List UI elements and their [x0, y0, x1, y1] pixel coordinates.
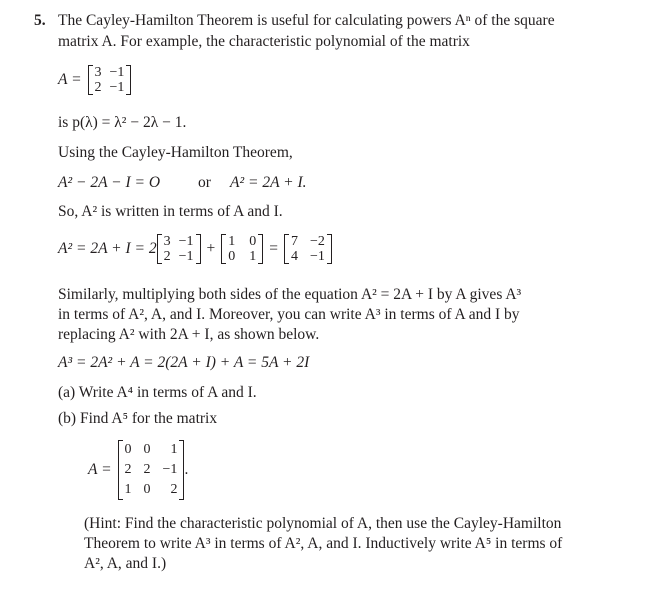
matrix-cell: 2 [163, 249, 171, 264]
matrix-cell: −1 [178, 249, 194, 264]
matrix-cell: 4 [291, 249, 298, 264]
equals-sign: = [269, 240, 278, 258]
matrix-cell: 3 [163, 234, 171, 249]
matrix-cell: 1 [228, 234, 236, 249]
matrix-a2-factor [157, 234, 201, 264]
ch-equation-2: A² = 2A + I. [230, 174, 307, 191]
problem-number: 5. [34, 12, 46, 29]
plus-sign: + [206, 240, 216, 258]
ch-or: or [198, 174, 211, 191]
matrix-a-equation [58, 60, 131, 100]
matrix-b-cell: 2 [170, 482, 178, 497]
similarly-line-3: replacing A² with 2A + I, as shown below. [58, 326, 320, 343]
matrix-a-cell: −1 [109, 65, 125, 80]
matrix-b-cell: 1 [170, 442, 178, 457]
matrix-cell: 7 [291, 234, 298, 249]
matrix-b-cell: 0 [143, 482, 151, 497]
hint-line-2: Theorem to write A³ in terms of A², A, and I. Inductively write A⁵ in terms of [84, 535, 563, 552]
matrix-a2-result [284, 234, 332, 264]
matrix-b-cell: 0 [124, 442, 132, 457]
matrix-b-label: A = [88, 461, 112, 479]
identity-matrix [221, 234, 263, 264]
matrix-cell: −2 [310, 234, 325, 249]
matrix-cell: −1 [310, 249, 325, 264]
ch-equation-1: A² − 2A − I = O [58, 174, 161, 191]
matrix-b-equation [88, 437, 188, 503]
similarly-line-1: Similarly, multiplying both sides of the equation A² = 2A + I by A gives A³ [58, 286, 522, 303]
a2-computation [58, 229, 332, 269]
matrix-b-cell: −1 [162, 462, 178, 477]
using-line: Using the Cayley-Hamilton Theorem, [58, 144, 293, 161]
matrix-a-cell: 3 [94, 65, 102, 80]
a2-lhs: A² = 2A + I = 2 [58, 240, 157, 258]
a3-equation: A³ = 2A² + A = 2(2A + I) + A = 5A + 2I [58, 354, 310, 371]
hint-line-3: A², A, and I.) [84, 555, 167, 572]
intro-line-2: matrix A. For example, the characteristic polynomial of the matrix [58, 33, 470, 50]
matrix-a-cell: 2 [94, 80, 102, 95]
part-b: (b) Find A⁵ for the matrix [58, 410, 218, 427]
matrix-a [88, 65, 132, 95]
part-a: (a) Write A⁴ in terms of A and I. [58, 384, 257, 401]
matrix-cell: 1 [249, 249, 257, 264]
hint-line-1: (Hint: Find the characteristic polynomial of A, then use the Cayley-Hamilton [84, 515, 562, 532]
matrix-b-cell: 2 [143, 462, 151, 477]
matrix-cell: 0 [228, 249, 236, 264]
matrix-cell: −1 [178, 234, 194, 249]
matrix-b-cell: 1 [124, 482, 132, 497]
matrix-b-cell: 0 [143, 442, 151, 457]
matrix-b [118, 440, 185, 500]
matrix-b-cell: 2 [124, 462, 132, 477]
similarly-line-2: in terms of A², A, and I. Moreover, you can write A³ in terms of A and I by [58, 306, 520, 323]
matrix-a-cell: −1 [109, 80, 125, 95]
matrix-b-period: . [184, 461, 189, 479]
so-line: So, A² is written in terms of A and I. [58, 203, 283, 220]
matrix-cell: 0 [249, 234, 257, 249]
matrix-a-label: A = [58, 71, 82, 89]
char-poly-line: is p(λ) = λ² − 2λ − 1. [58, 114, 187, 131]
intro-line-1: The Cayley-Hamilton Theorem is useful for calculating powers Aⁿ of the square [58, 12, 555, 29]
